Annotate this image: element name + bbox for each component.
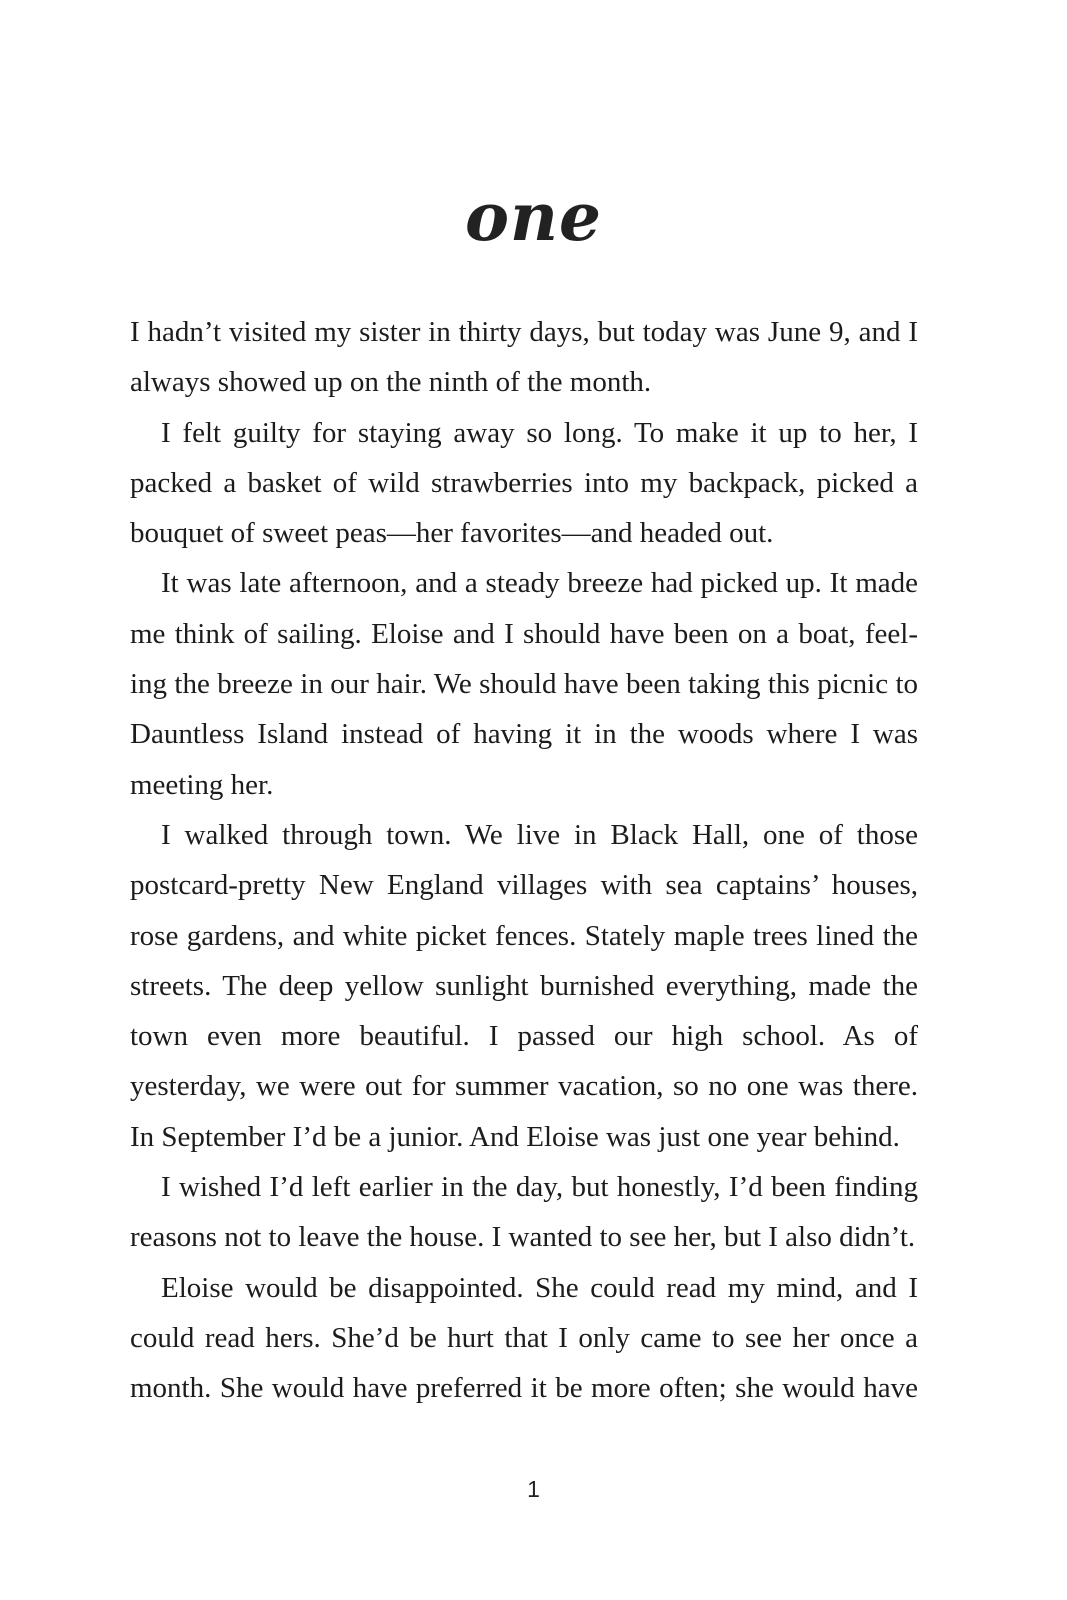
paragraph: I hadn’t visited my sister in thirty days, but today was June 9, and I always showed up on the ninth of the month. [130, 316, 918, 399]
paragraph: It was late afternoon, and a steady breeze had picked up. It made me think of sailing. Eloise and I should have been on a boat, feeling the breeze in our hair. We should have been taking this picnic to Dauntless Island instead of having it in the woods where I was meeting her. [130, 567, 918, 801]
page-number: 1 [527, 1476, 540, 1502]
paragraph: I wished I’d left earlier in the day, but honestly, I’d been finding reasons not to leave the house. I wanted to see her, but I also didn’t. [130, 1171, 918, 1254]
paragraph: I walked through town. We live in Black Hall, one of those postcard-pretty New England villages with sea captains’ houses, rose gardens, and white picket fences. Stately maple trees lined the streets. The deep yellow sunlight burnished everything, made the town even more beautiful. I passed our high school. As of yesterday, we were out for summer vacation, so no one was there. In September I’d be a junior. And Eloise was just one year behind. [130, 818, 918, 1153]
chapter-title: one [465, 178, 602, 256]
chapter-body [130, 307, 918, 1414]
paragraph: Eloise would be disappointed. She could read my mind, and I could read hers. She’d be hurt that I only came to see her once a month. She would have preferred it be more often; she would have [130, 1271, 918, 1405]
paragraph: I felt guilty for staying away so long. To make it up to her, I packed a basket of wild strawberries into my backpack, picked a bouquet of sweet peas—her favorites—and headed out. [130, 416, 918, 550]
